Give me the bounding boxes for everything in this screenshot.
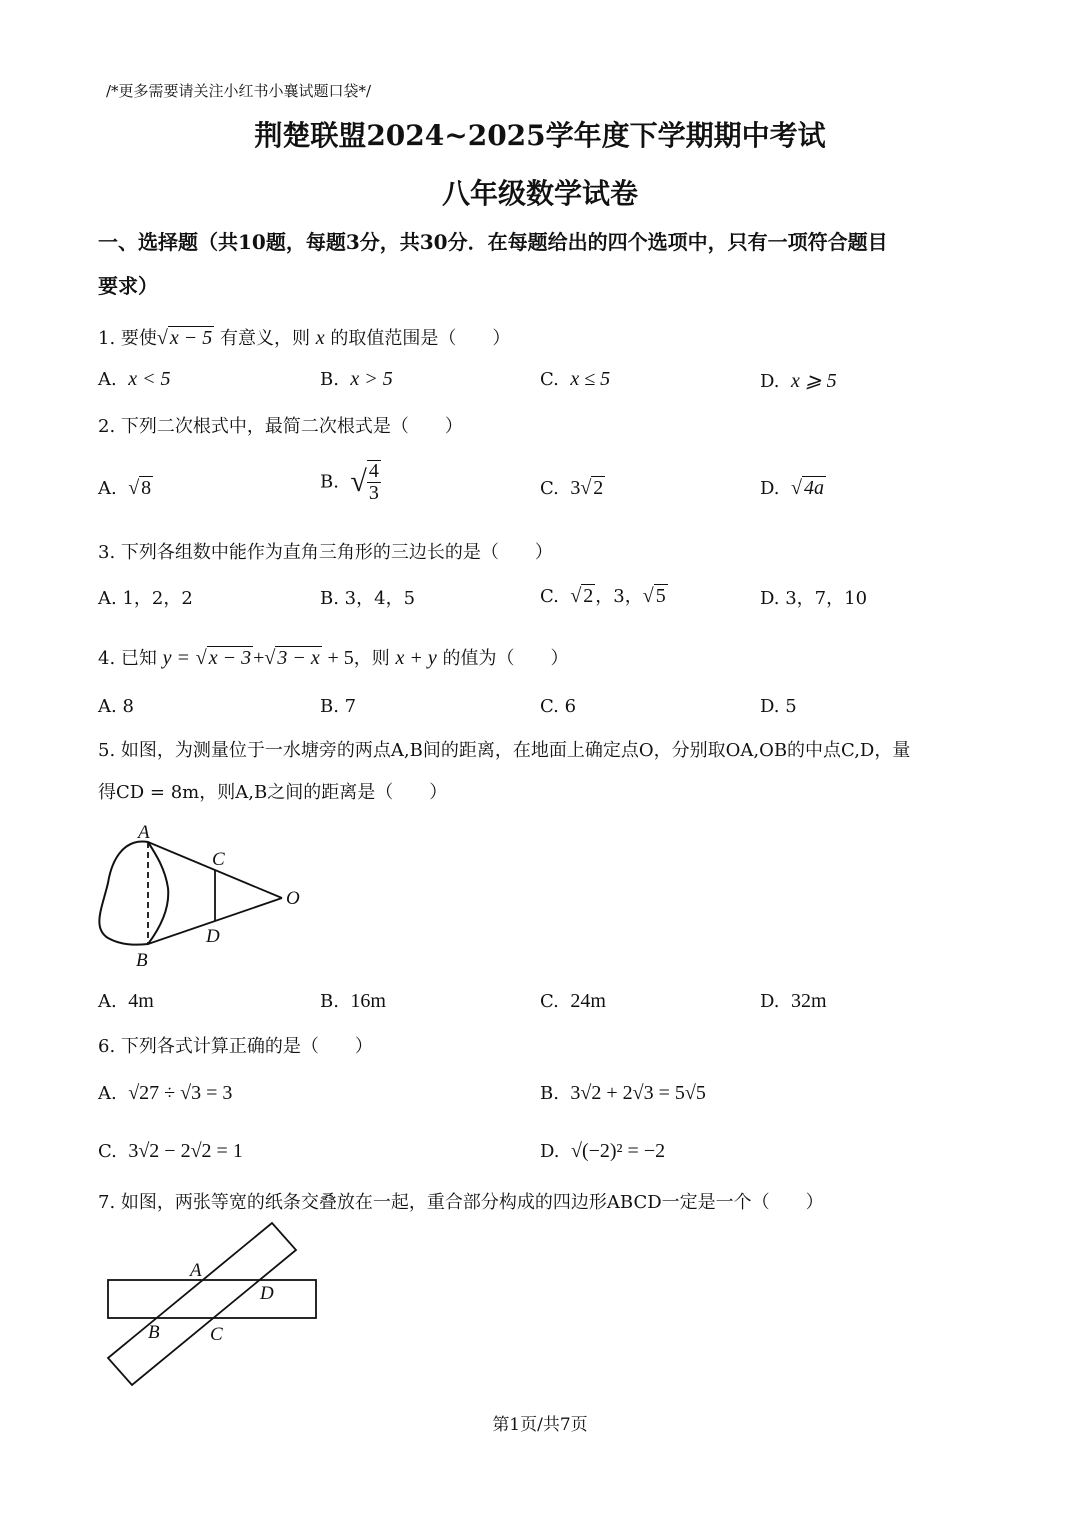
label-c: C: [210, 1324, 223, 1345]
label-c: C: [212, 849, 225, 870]
question-7-stem: 7. 如图，两张等宽的纸条交叠放在一起，重合部分构成的四边形ABCD一定是一个（ ）: [98, 1192, 824, 1213]
question-2-stem: 2. 下列二次根式中，最简二次根式是（ ）: [98, 416, 463, 437]
horizontal-strip: [108, 1280, 316, 1318]
q4-option-b: B. 7: [320, 696, 357, 717]
q2-option-a: A. √ 8: [98, 477, 152, 499]
q3-option-d: D. 3，7，10: [760, 588, 868, 609]
page-footer: 第1页/共7页: [492, 1415, 588, 1435]
q5-option-c: C. 24m: [540, 990, 606, 1012]
question-6-stem: 6. 下列各式计算正确的是（ ）: [98, 1036, 373, 1057]
pond-outline: [99, 841, 168, 944]
pond-figure: [90, 818, 320, 978]
section-heading: 一、选择题（共10题，每题3分，共30分．在每题给出的四个选项中，只有一项符合题目: [98, 230, 888, 254]
label-b: B: [148, 1322, 160, 1343]
q4-option-a: A. 8: [98, 696, 134, 717]
q1-option-c: C. x ≤ 5: [540, 368, 611, 390]
label-d: D: [260, 1283, 274, 1304]
q1-option-a: A. x < 5: [98, 368, 171, 390]
radicand: x − 5: [169, 327, 213, 349]
q6-option-d: D. √(−2)² = −2: [540, 1140, 666, 1162]
question-4-stem: 4. 已知 y = √ x − 3 +√ 3 − x + 5，则 x + y 的值为（ ）: [98, 647, 569, 669]
section-heading-cont: 要求）: [98, 274, 158, 298]
q5-option-d: D. 32m: [760, 990, 827, 1012]
q1-option-d: D. x ⩾ 5: [760, 370, 837, 392]
question-5-stem-cont: 得CD = 8m，则A,B之间的距离是（ ）: [98, 782, 448, 803]
question-5-stem: 5. 如图，为测量位于一水塘旁的两点A,B间的距离，在地面上确定点O，分别取OA,OB的中点C,D，量: [98, 740, 911, 761]
label-a: A: [190, 1260, 202, 1281]
paper-strips-figure: [100, 1218, 320, 1393]
q2-option-c: C. 3√ 2: [540, 477, 604, 499]
diagonal-strip: [108, 1223, 296, 1385]
q6-option-c: C. 3√2 − 2√2 = 1: [98, 1140, 243, 1162]
header-note: /*更多需要请关注小红书小襄试题口袋*/: [106, 82, 372, 100]
q3-option-c: C. √ 2 ，3，√ 5: [540, 585, 666, 607]
label-b: B: [136, 950, 148, 971]
label-a: A: [138, 822, 150, 843]
q6-option-a: A. √27 ÷ √3 = 3: [98, 1082, 233, 1104]
label-o: O: [286, 888, 300, 909]
q6-option-b: B. 3√2 + 2√3 = 5√5: [540, 1082, 706, 1104]
q3-option-b: B. 3，4，5: [320, 588, 416, 609]
q1-option-b: B. x > 5: [320, 368, 393, 390]
question-1-stem: 1. 要使√ x − 5 有意义，则 x 的取值范围是（ ）: [98, 327, 511, 349]
exam-subtitle: 八年级数学试卷: [441, 177, 638, 210]
q4-option-c: C. 6: [540, 696, 577, 717]
label-d: D: [206, 926, 220, 947]
q2-option-d: D. √ 4a: [760, 477, 824, 499]
q5-option-b: B. 16m: [320, 990, 386, 1012]
q4-option-d: D. 5: [760, 696, 797, 717]
q5-option-a: A. 4m: [98, 990, 154, 1012]
exam-title: 荆楚联盟2024~2025学年度下学期期中考试: [254, 119, 826, 152]
q2-option-b: B. √ $\frac{4}{3}$: [320, 460, 379, 504]
q3-option-a: A. 1，2，2: [98, 588, 193, 609]
question-3-stem: 3. 下列各组数中能作为直角三角形的三边长的是（ ）: [98, 542, 553, 563]
